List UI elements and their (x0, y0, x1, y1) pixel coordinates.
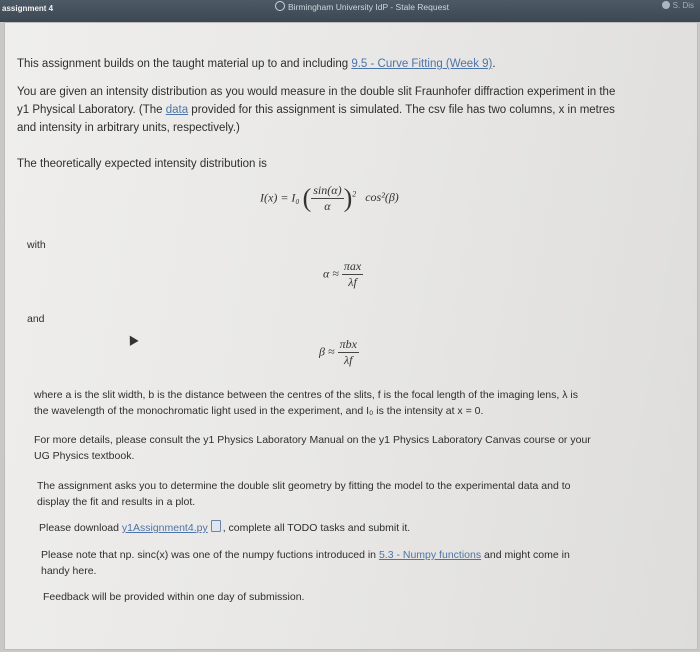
details-paragraph: For more details, please consult the y1 Physics Laboratory Manual on the y1 Physics Laboratory Canvas course or your UG Physics textbook. (34, 434, 591, 462)
intensity-equation: I(x) = I₀ ( $\frac{\sin(\alpha)}{\alpha}$ )$^2$ cos²(β) (260, 183, 399, 213)
assignment-page (4, 22, 698, 650)
note-paragraph: Please note that np. sinc(x) was one of the numpy fuctions introduced in 5.3 - Numpy functions and might come in handy here. (41, 549, 570, 577)
feedback-text: Feedback will be provided within one day of submission. (43, 591, 305, 603)
description-line-3: and intensity in arbitrary units, respectively.) (17, 122, 240, 134)
intro-suffix: . (492, 58, 496, 70)
mouse-cursor-icon (125, 333, 138, 346)
alpha-equation: α ≈ $\frac{\text{πax}}{\lambda f}$ (323, 259, 362, 289)
description-line-2: y1 Physical Laboratory. (The data provided for this assignment is simulated. The csv file has two columns, x in metres (17, 104, 615, 116)
browser-tab-bar (0, 0, 700, 22)
data-link[interactable]: data (165, 104, 189, 116)
curve-fitting-link[interactable]: 9.5 - Curve Fitting (Week 9) (351, 58, 493, 70)
intro-paragraph (17, 55, 496, 73)
description-line-1: You are given an intensity distribution as you would measure in the double slit Fraunhofer diffraction experiment in the (17, 86, 616, 98)
tab-favicon-icon (662, 1, 670, 9)
with-label: with (27, 239, 46, 251)
tab-center-title[interactable] (275, 1, 449, 12)
tab-right-text: S. Dis (672, 1, 694, 10)
circle-icon (275, 1, 285, 11)
variables-paragraph: where a is the slit width, b is the distance between the centres of the slits, f is the focal length of the imaging lens, λ is the wavelength of the monochromatic light used in the experiment, and I₀ is the intensity at x = 0. (34, 389, 578, 417)
task-paragraph: The assignment asks you to determine the double slit geometry by fitting the model to the experimental data and to display the fit and results in a plot. (37, 480, 571, 508)
assignment-file-link[interactable]: y1Assignment4.py (121, 522, 208, 534)
tab-right[interactable] (662, 1, 694, 10)
center-title-text: Birmingham University IdP - Stale Request (288, 2, 449, 12)
intro-text: This assignment builds on the taught material up to and including (17, 58, 352, 70)
download-paragraph: Please download y1Assignment4.py , complete all TODO tasks and submit it. (39, 522, 411, 534)
tab-title[interactable]: assignment 4 (2, 4, 54, 13)
theory-intro: The theoretically expected intensity distribution is (17, 158, 267, 170)
and-label: and (27, 313, 45, 325)
file-icon[interactable] (211, 520, 221, 532)
beta-equation: β ≈ $\frac{\text{πbx}}{\lambda f}$ (319, 337, 357, 367)
numpy-functions-link[interactable]: 5.3 - Numpy functions (378, 549, 482, 561)
description-paragraph (17, 83, 689, 137)
